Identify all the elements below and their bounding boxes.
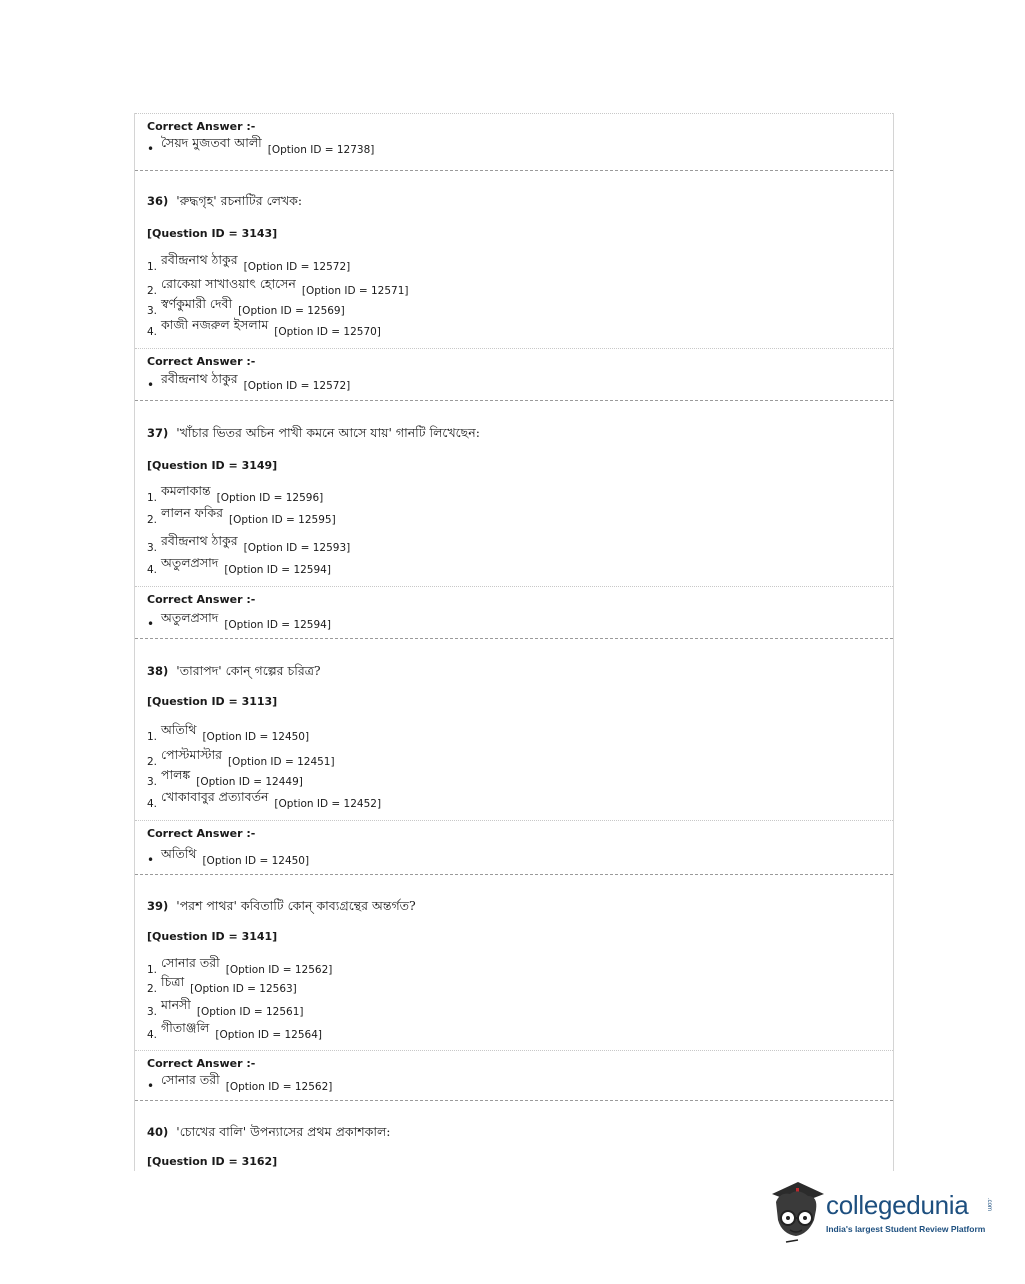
option-item: 3. রবীন্দ্রনাথ ঠাকুর [Option ID = 12593] [147,533,351,554]
question-divider [135,638,893,639]
question-paper-sheet [134,113,894,1171]
question-id: [Question ID = 3143] [147,227,278,240]
option-item: 4. গীতাঞ্জলি [Option ID = 12564] [147,1020,322,1041]
bullet-icon: • [147,853,155,867]
question-divider [135,400,893,401]
correct-answer-label: Correct Answer :- [147,827,256,840]
option-item: 3. মানসী [Option ID = 12561] [147,997,304,1018]
bullet-icon: • [147,617,155,631]
option-item: 3. স্বর্ণকুমারী দেবী [Option ID = 12569] [147,296,345,317]
question-id: [Question ID = 3149] [147,459,278,472]
question-heading: 39) 'পরশ পাথর' কবিতাটি কোন্ কাব্যগ্রন্থের অন্তর্গত? [147,898,416,913]
question-id: [Question ID = 3141] [147,930,278,943]
option-item: 2. রোকেয়া সাখাওয়াৎ হোসেন [Option ID = 12571] [147,276,409,297]
divider [135,820,893,821]
mascot-logo-icon [768,1180,826,1246]
divider [135,348,893,349]
question-divider [135,170,893,171]
option-item: 2. পোস্টমাস্টার [Option ID = 12451] [147,747,335,768]
divider [135,1050,893,1051]
option-item: 1. কমলাকান্ত [Option ID = 12596] [147,483,324,504]
option-item: 1. রবীন্দ্রনাথ ঠাকুর [Option ID = 12572] [147,252,351,273]
correct-answer-option: • অতুলপ্রসাদ [Option ID = 12594] [147,610,331,631]
logo-suffix: .com [986,1198,992,1212]
question-divider [135,1100,893,1101]
correct-answer-label: Correct Answer :- [147,120,256,133]
correct-answer-label: Correct Answer :- [147,1057,256,1070]
option-item: 1. সোনার তরী [Option ID = 12562] [147,955,333,976]
question-heading: 36) 'রুদ্ধগৃহ' রচনাটির লেখক: [147,193,303,208]
option-item: 3. পালঙ্ক [Option ID = 12449] [147,767,303,788]
option-item: 4. খোকাবাবুর প্রত্যাবর্তন [Option ID = 12452] [147,789,382,810]
correct-answer-option: • সোনার তরী [Option ID = 12562] [147,1072,333,1093]
option-item: 2. লালন ফকির [Option ID = 12595] [147,505,336,526]
question-heading: 37) 'খাঁচার ভিতর অচিন পাখী কমনে আসে যায়' গানটি লিখেছেন: [147,425,480,440]
correct-answer-option: • রবীন্দ্রনাথ ঠাকুর [Option ID = 12572] [147,371,351,392]
question-id: [Question ID = 3113] [147,695,278,708]
question-id: [Question ID = 3162] [147,1155,278,1168]
collegedunia-logo [768,1180,998,1250]
question-heading: 40) 'চোখের বালি' উপন্যাসের প্রথম প্রকাশকাল: [147,1124,391,1139]
bullet-icon: • [147,142,155,156]
option-item: 4. কাজী নজরুল ইসলাম [Option ID = 12570] [147,317,381,338]
bullet-icon: • [147,378,155,392]
logo-tagline: India's largest Student Review Platform [826,1224,986,1234]
option-item: 1. অতিথি [Option ID = 12450] [147,722,310,743]
divider [135,113,893,114]
correct-answer-option: • সৈয়দ মুজতবা আলী [Option ID = 12738] [147,135,375,156]
question-heading: 38) 'তারাপদ' কোন্ গল্পের চরিত্র? [147,663,321,678]
option-item: 4. অতুলপ্রসাদ [Option ID = 12594] [147,555,331,576]
bullet-icon: • [147,1079,155,1093]
correct-answer-label: Correct Answer :- [147,355,256,368]
divider [135,586,893,587]
logo-wordmark: collegedunia [826,1190,969,1220]
question-divider [135,874,893,875]
correct-answer-option: • অতিথি [Option ID = 12450] [147,846,310,867]
option-item: 2. চিত্রা [Option ID = 12563] [147,974,297,995]
correct-answer-label: Correct Answer :- [147,593,256,606]
